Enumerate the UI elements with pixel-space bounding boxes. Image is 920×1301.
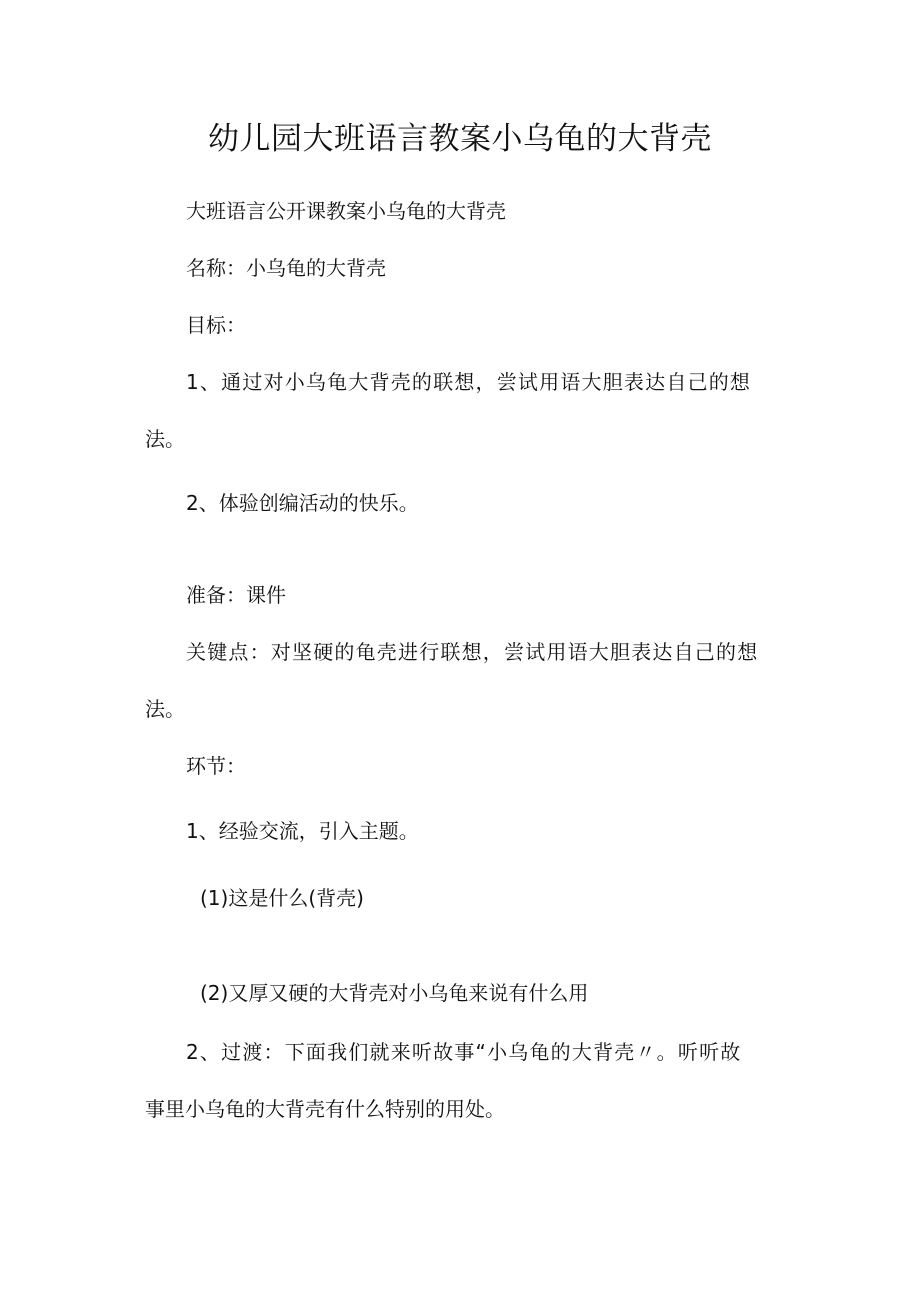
goal-heading: 目标： bbox=[186, 313, 246, 337]
goal-1-continuation: 法。 bbox=[145, 427, 185, 451]
step-1-question-1: (1)这是什么(背壳) bbox=[200, 886, 364, 910]
document-title: 幼儿园大班语言教案小乌龟的大背壳 bbox=[208, 121, 712, 157]
preparation-line: 准备：课件 bbox=[186, 583, 286, 607]
step-2-line: 2、过渡：下面我们就来听故事“小乌龟的大背壳〃。听听故 bbox=[186, 1040, 742, 1064]
subtitle-line: 大班语言公开课教案小乌龟的大背壳 bbox=[186, 199, 506, 223]
steps-heading: 环节： bbox=[186, 754, 246, 778]
step-1-question-2: (2)又厚又硬的大背壳对小乌龟来说有什么用 bbox=[200, 981, 589, 1005]
key-point-line: 关键点：对坚硬的龟壳进行联想，尝试用语大胆表达自己的想 bbox=[186, 640, 759, 664]
goal-1-line: 1、通过对小乌龟大背壳的联想，尝试用语大胆表达自己的想 bbox=[186, 370, 752, 394]
key-point-continuation: 法。 bbox=[145, 697, 185, 721]
step-1-line: 1、经验交流，引入主题。 bbox=[186, 819, 419, 843]
name-line: 名称：小乌龟的大背壳 bbox=[186, 256, 386, 280]
goal-2-line: 2、体验创编活动的快乐。 bbox=[186, 491, 419, 515]
step-2-continuation: 事里小乌龟的大背壳有什么特别的用处。 bbox=[145, 1097, 505, 1121]
